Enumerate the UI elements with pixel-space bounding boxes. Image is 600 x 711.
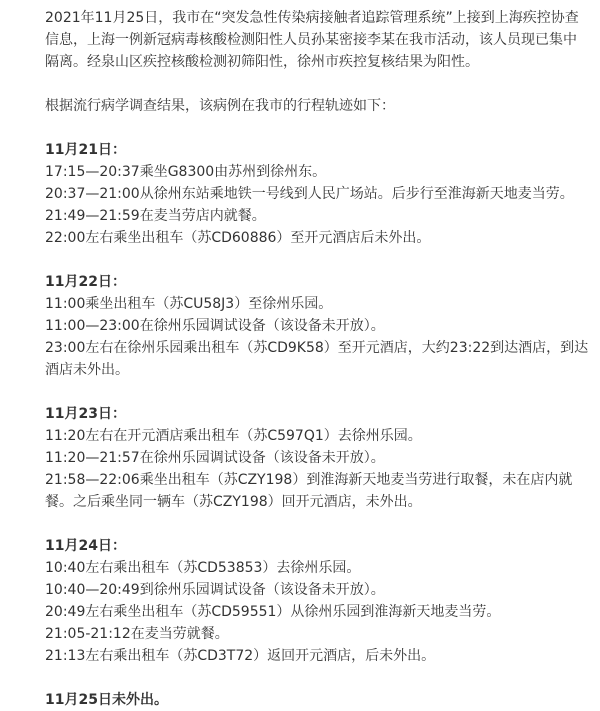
itinerary-entry: 17:15—20:37乘坐G8300由苏州到徐州东。 xyxy=(45,164,327,180)
day-section-1122 xyxy=(45,271,590,381)
day-title: 11月24日： xyxy=(45,538,126,554)
day-section-1123 xyxy=(45,403,590,513)
itinerary-entry: 20:37—21:00从徐州东站乘地铁一号线到人民广场站。后步行至淮海新天地麦当劳。 xyxy=(45,186,574,202)
itinerary-entry: 11:00乘坐出租车（苏CU58J3）至徐州乐园。 xyxy=(45,296,333,312)
itinerary-entry: 11:20—21:57在徐州乐园调试设备（该设备未开放）。 xyxy=(45,450,385,466)
day-title: 11月23日： xyxy=(45,406,126,422)
itinerary-entry: 23:00左右在徐州乐园乘出租车（苏CD9K58）至开元酒店，大约23:22到达酒店，到达酒店未外出。 xyxy=(45,340,589,378)
itinerary-entry: 10:40左右乘出租车（苏CD53853）去徐州乐园。 xyxy=(45,560,361,576)
day-section-1124 xyxy=(45,535,590,667)
itinerary-entry: 21:13左右乘出租车（苏CD3T72）返回开元酒店，后未外出。 xyxy=(45,648,436,664)
itinerary-entry: 11:00—23:00在徐州乐园调试设备（该设备未开放）。 xyxy=(45,318,385,334)
final-day-note: 11月25日未外出。 xyxy=(45,692,168,708)
itinerary-entry: 21:49—21:59在麦当劳店内就餐。 xyxy=(45,208,266,224)
itinerary-entry: 22:00左右乘坐出租车（苏CD60886）至开元酒店后未外出。 xyxy=(45,230,431,246)
itinerary-entry: 21:58—22:06乘坐出租车（苏CZY198）到淮海新天地麦当劳进行取餐，未在店内就餐。之后乘坐同一辆车（苏CZY198）回开元酒店，未外出。 xyxy=(45,472,573,510)
day-title: 11月22日： xyxy=(45,274,126,290)
day-title: 11月21日： xyxy=(45,142,126,158)
intro-paragraph: 2021年11月25日，我市在“突发急性传染病接触者追踪管理系统”上接到上海疾控协查信息，上海一例新冠病毒核酸检测阳性人员孙某密接李某在我市活动，该人员现已集中隔离。经泉山区疾控核酸检测初筛阳性，徐州市疾控复核结果为阳性。 xyxy=(45,10,579,70)
lead-paragraph: 根据流行病学调查结果，该病例在我市的行程轨迹如下： xyxy=(45,98,395,114)
itinerary-entry: 21:05-21:12在麦当劳就餐。 xyxy=(45,626,229,642)
itinerary-entry: 11:20左右在开元酒店乘出租车（苏C597Q1）去徐州乐园。 xyxy=(45,428,422,444)
day-section-1121 xyxy=(45,139,590,249)
itinerary-entry: 20:49左右乘坐出租车（苏CD59551）从徐州乐园到淮海新天地麦当劳。 xyxy=(45,604,501,620)
itinerary-entry: 10:40—20:49到徐州乐园调试设备（该设备未开放）。 xyxy=(45,582,385,598)
